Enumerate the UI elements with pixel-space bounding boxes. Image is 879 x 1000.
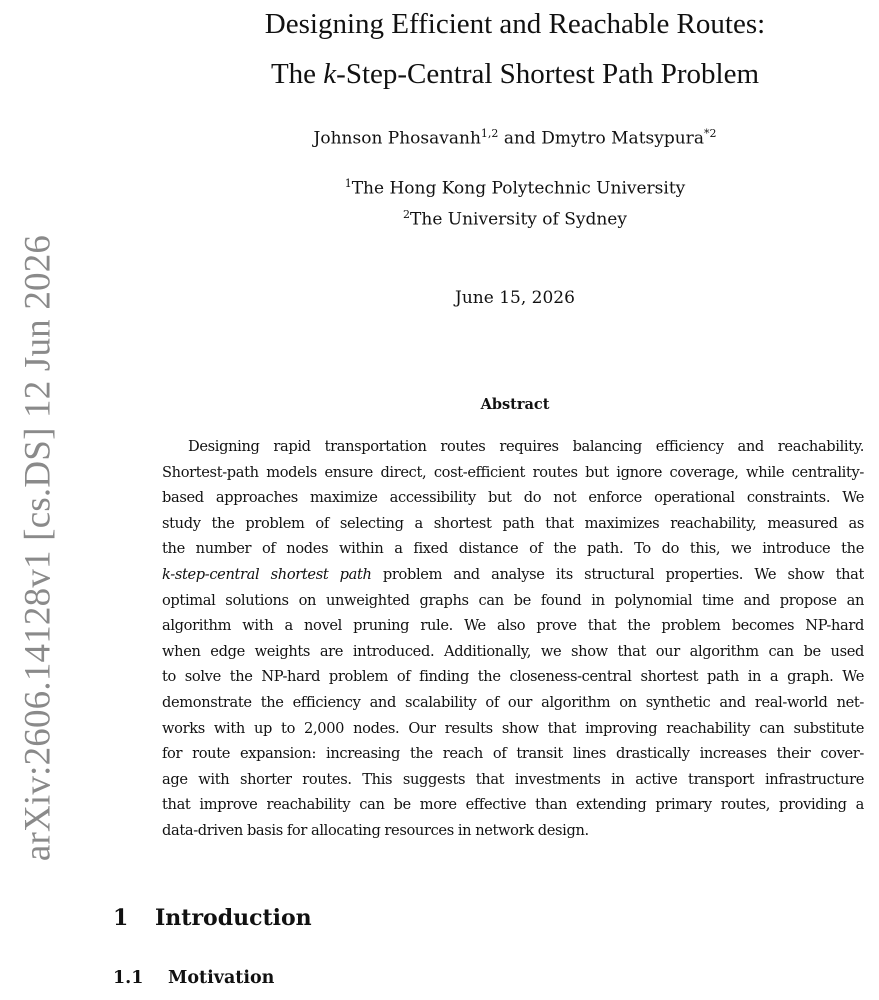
abstract-line: to solve the NP-hard problem of finding the closeness-central shortest path in a graph. We <box>162 668 864 686</box>
abstract-line: based approaches maximize accessibility but do not enforce operational constraints. We <box>162 489 864 507</box>
paper-title-line-2 <box>130 58 879 91</box>
abstract-line: Designing rapid transportation routes requires balancing efficiency and reachability. <box>188 438 864 455</box>
subsection-title: Motivation <box>168 968 275 988</box>
abstract-line-italic <box>162 562 864 588</box>
arxiv-identifier: arXiv:2606.14128v1 [cs.DS] 12 Jun 2026 <box>17 234 59 862</box>
author-joiner: and <box>498 128 542 149</box>
abstract-heading: Abstract <box>480 396 550 413</box>
abstract-line: for route expansion: increasing the reach of transit lines drastically increases their cover- <box>162 745 864 763</box>
abstract-line: data-driven basis for allocating resources in network design. <box>162 821 589 839</box>
title-math-k: k <box>323 58 337 90</box>
abstract-line: study the problem of selecting a shortest path that maximizes reachability, measured as <box>162 514 864 532</box>
abstract-line: optimal solutions on unweighted graphs can be found in polynomial time and propose an <box>162 591 864 609</box>
affiliation-2-name: The University of Sydney <box>410 209 627 230</box>
abstract-line: when edge weights are introduced. Additionally, we show that our algorithm can be used <box>162 642 864 660</box>
author-list <box>130 127 879 149</box>
title-prefix: The <box>270 58 324 90</box>
abstract-line: works with up to 2,000 nodes. Our results show that improving reachability can substitute <box>162 719 864 737</box>
affiliation-1-mark: 1 <box>344 177 352 190</box>
section-title: Introduction <box>155 905 312 931</box>
author-2: Dmytro Matsypura <box>541 128 704 149</box>
section-heading <box>113 905 312 931</box>
affiliation-1-name: The Hong Kong Polytechnic University <box>351 178 686 199</box>
abstract-term: k-step-central shortest path <box>162 565 372 583</box>
abstract-line: algorithm with a novel pruning rule. We also prove that the problem becomes NP-hard <box>162 617 864 635</box>
paper-title-line-1: Designing Efficient and Reachable Routes: <box>264 8 766 40</box>
subsection-number: 1.1 <box>113 968 144 988</box>
section-number: 1 <box>113 905 129 931</box>
publication-date: June 15, 2026 <box>455 288 575 308</box>
abstract-body <box>162 434 864 844</box>
abstract-line: the number of nodes within a fixed distance of the path. To do this, we introduce the <box>162 540 864 558</box>
abstract-line: demonstrate the efficiency and scalability of our algorithm on synthetic and real-world net- <box>162 693 864 711</box>
affiliation-2 <box>130 208 879 230</box>
author-2-affiliation: *2 <box>703 127 717 140</box>
abstract-term-rest: problem and analyse its structural properties. We show that <box>371 565 864 583</box>
abstract-line: Shortest-path models ensure direct, cost-efficient routes but ignore coverage, while centrality- <box>162 463 864 481</box>
affiliation-1 <box>130 177 879 199</box>
subsection-heading <box>113 968 274 988</box>
abstract-line: age with shorter routes. This suggests that investments in active transport infrastructure <box>162 770 864 788</box>
author-1: Johnson Phosavanh <box>313 128 481 149</box>
affiliation-2-mark: 2 <box>403 208 411 221</box>
title-rest: -Step-Central Shortest Path Problem <box>336 58 760 90</box>
abstract-line: that improve reachability can be more effective than extending primary routes, providing a <box>162 796 864 814</box>
author-1-affiliation: 1,2 <box>480 127 499 140</box>
